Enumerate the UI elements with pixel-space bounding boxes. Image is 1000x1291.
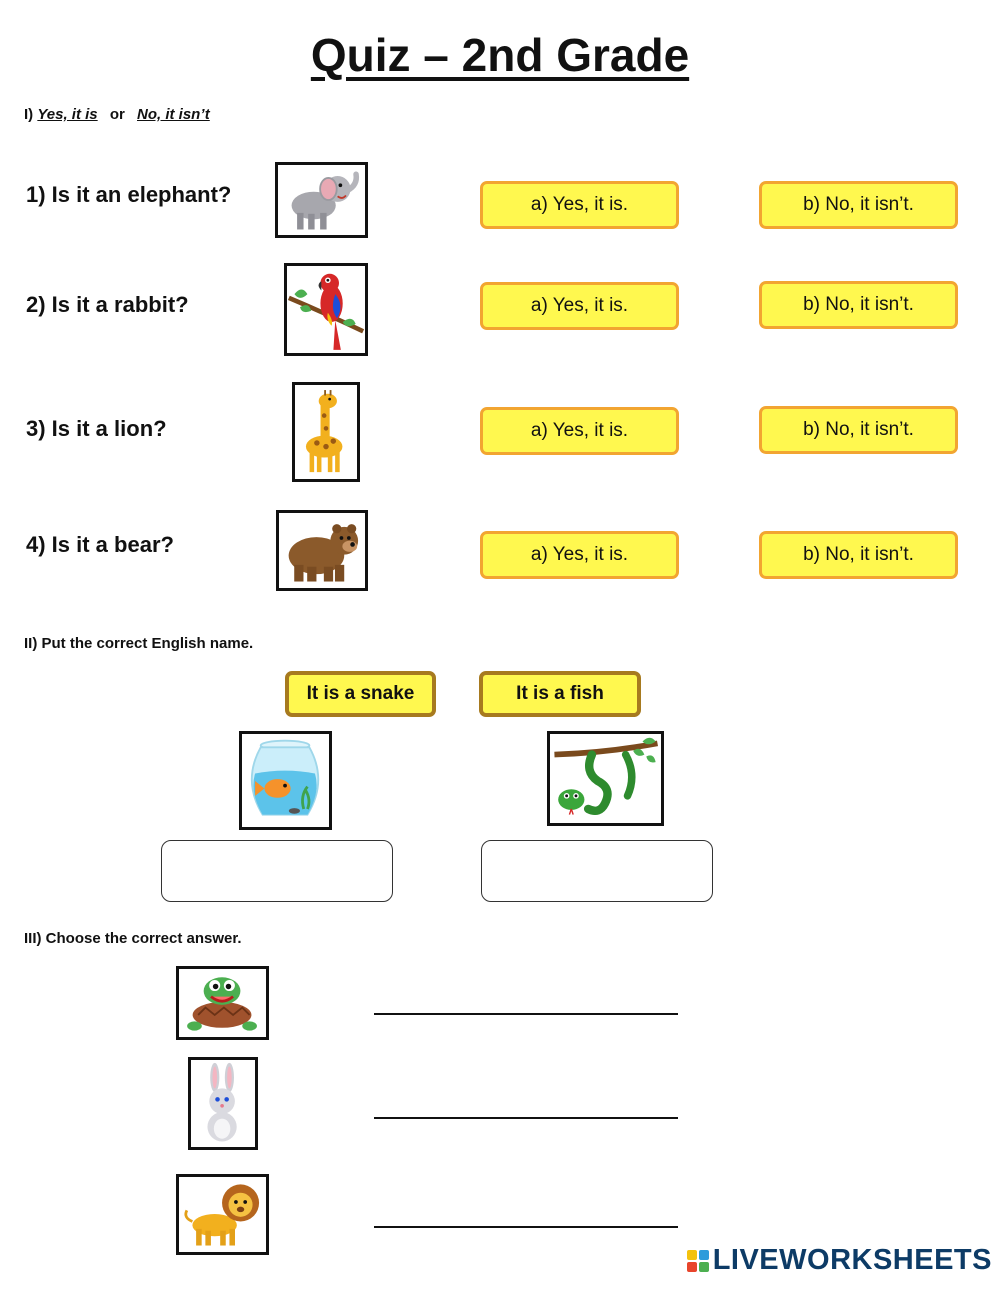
liveworksheets-brand [687,1244,992,1277]
word-option-snake[interactable]: It is a snake [285,671,436,717]
question-1: 1) Is it an elephant? [26,182,232,207]
section-1-heading [24,106,210,123]
fishbowl-icon [239,731,332,830]
answer-line-3 [374,1226,678,1228]
snake-answer-dropzone[interactable] [481,840,713,902]
q2-answer-a-button[interactable]: a) Yes, it is. [480,282,679,330]
rabbit-icon [188,1057,258,1150]
parrot-icon [284,263,368,356]
brand-name: LIVEWORKSHEETS [712,1244,992,1276]
giraffe-icon [292,382,360,482]
question-3: 3) Is it a lion? [26,416,167,441]
turtle-answer-input[interactable] [380,980,680,1012]
answer-line-1 [374,1013,678,1015]
word-option-fish[interactable]: It is a fish [479,671,641,717]
lion-answer-input[interactable] [380,1193,680,1225]
snake-icon [547,731,664,826]
fish-answer-dropzone[interactable] [161,840,393,902]
elephant-icon [275,162,368,238]
section-1-option-yes: Yes, it is [37,106,98,123]
q3-answer-b-button[interactable]: b) No, it isn’t. [759,406,958,454]
question-2: 2) Is it a rabbit? [26,292,189,317]
q1-answer-a-button[interactable]: a) Yes, it is. [480,181,679,229]
section-1-connector: or [109,106,125,123]
q3-answer-a-button[interactable]: a) Yes, it is. [480,407,679,455]
logo-block-3 [687,1262,697,1272]
q2-answer-b-button[interactable]: b) No, it isn’t. [759,281,958,329]
logo-block-2 [699,1250,709,1260]
logo-block-1 [687,1250,697,1260]
section-3-heading: III) Choose the correct answer. [24,930,242,947]
rabbit-answer-input[interactable] [380,1084,680,1116]
liveworksheets-logo-icon [687,1250,709,1272]
turtle-icon [176,966,269,1040]
bear-icon [276,510,368,591]
section-2-heading: II) Put the correct English name. [24,635,254,652]
lion-icon [176,1174,269,1255]
q4-answer-b-button[interactable]: b) No, it isn’t. [759,531,958,579]
q1-answer-b-button[interactable]: b) No, it isn’t. [759,181,958,229]
answer-line-2 [374,1117,678,1119]
logo-block-4 [699,1262,709,1272]
section-1-option-no: No, it isn’t [137,106,210,123]
page-title: Quiz – 2nd Grade [310,29,690,81]
question-4: 4) Is it a bear? [26,532,174,557]
q4-answer-a-button[interactable]: a) Yes, it is. [480,531,679,579]
section-1-prefix: I) [24,106,34,123]
